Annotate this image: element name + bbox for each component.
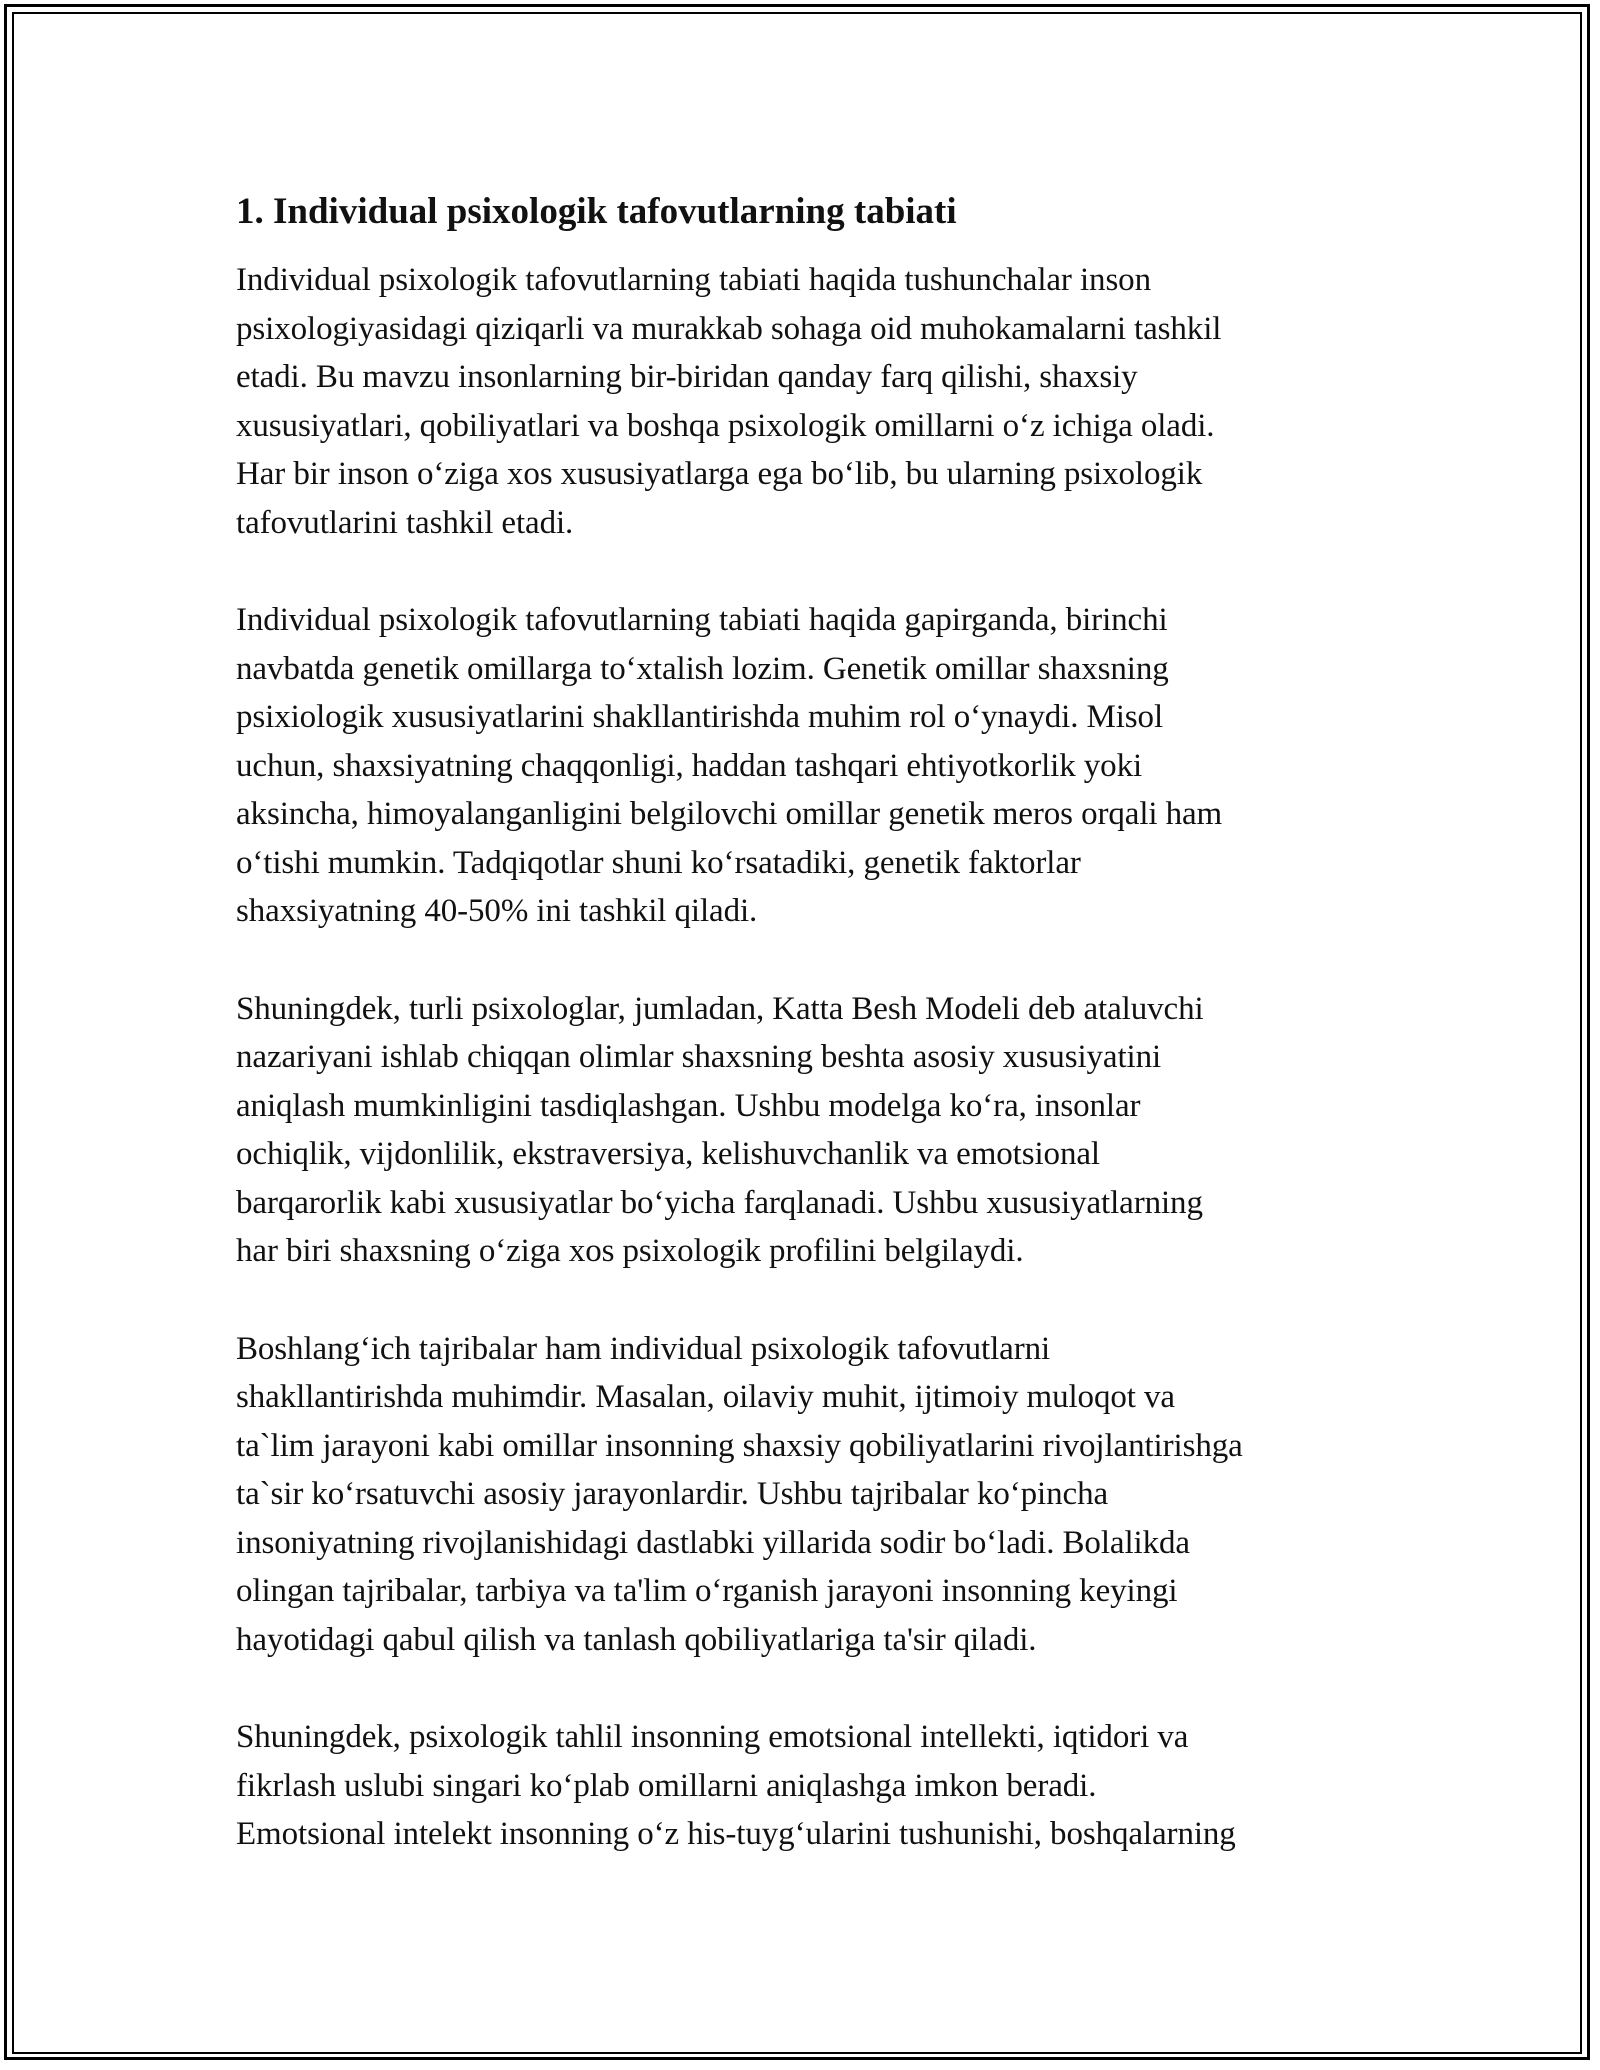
text-line: Individual psixologik tafovutlarning tabiati haqida gapirganda, birinchi — [236, 602, 1168, 638]
text-line: ta`sir ko‘rsatuvchi asosiy jarayonlardir. Ushbu tajribalar ko‘pincha — [236, 1476, 1109, 1512]
text-line: Emotsional intelekt insonning o‘z his-tuyg‘ularini tushunishi, boshqalarning — [236, 1816, 1236, 1852]
text-line: shakllantirishda muhimdir. Masalan, oilaviy muhit, ijtimoiy muloqot va — [236, 1379, 1175, 1415]
text-line: hayotidagi qabul qilish va tanlash qobiliyatlariga ta'sir qiladi. — [236, 1621, 1037, 1658]
text-line: insoniyatning rivojlanishidagi dastlabki yillarida sodir bo‘ladi. Bolalikda — [236, 1524, 1190, 1561]
paragraph-2 — [236, 596, 1376, 936]
text-line: fikrlash uslubi singari ko‘plab omillarni aniqlashga imkon beradi. — [236, 1767, 1097, 1804]
text-line: Shuningdek, turli psixologlar, jumladan, Katta Besh Modeli deb ataluvchi — [236, 990, 1204, 1027]
text-line: etadi. Bu mavzu insonlarning bir-biridan qanday farq qilishi, shaxsiy — [236, 359, 1138, 395]
text-line: navbatda genetik omillarga to‘xtalish lozim. Genetik omillar shaxsning — [236, 650, 1169, 687]
text-line: aksincha, himoyalanganligini belgilovchi omillar genetik meros orqali ham — [236, 796, 1223, 832]
text-line: ochiqlik, vijdonlilik, ekstraversiya, kelishuvchanlik va emotsional — [236, 1136, 1100, 1172]
text-line: Boshlang‘ich tajribalar ham individual psixologik tafovutlarni — [236, 1330, 1051, 1367]
text-line: nazariyani ishlab chiqqan olimlar shaxsning beshta asosiy xususiyatini — [236, 1039, 1162, 1075]
text-line: aniqlash mumkinligini tasdiqlashgan. Ushbu modelga ko‘ra, insonlar — [236, 1087, 1141, 1124]
paragraph-3 — [236, 985, 1376, 1276]
paragraph-5 — [236, 1713, 1376, 1859]
text-line: o‘tishi mumkin. Tadqiqotlar shuni ko‘rsatadiki, genetik faktorlar — [236, 844, 1081, 881]
paragraph-4 — [236, 1325, 1376, 1665]
text-line: Shuningdek, psixologik tahlil insonning emotsional intellekti, iqtidori va — [236, 1719, 1189, 1755]
text-line: psixiologik xususiyatlarini shakllantirishda muhim rol o‘ynaydi. Misol — [236, 699, 1164, 735]
text-line: xususiyatlari, qobiliyatlari va boshqa psixologik omillarni o‘z ichiga oladi. — [236, 407, 1215, 444]
text-line: olingan tajribalar, tarbiya va ta'lim o‘rganish jarayoni insonning keyingi — [236, 1573, 1178, 1609]
text-line: tafovutlarini tashkil etadi. — [236, 504, 574, 541]
text-line: har biri shaxsning o‘ziga xos psixologik profilini belgilaydi. — [236, 1233, 1024, 1269]
text-line: uchun, shaxsiyatning chaqqonligi, haddan tashqari ehtiyotkorlik yoki — [236, 747, 1143, 784]
text-line: psixologiyasidagi qiziqarli va murakkab sohaga oid muhokamalarni tashkil — [236, 310, 1222, 347]
text-line: barqarorlik kabi xususiyatlar bo‘yicha farqlanadi. Ushbu xususiyatlarning — [236, 1184, 1203, 1221]
document-body — [236, 188, 1376, 1908]
section-heading: 1. Individual psixologik tafovutlarning tabiati — [236, 191, 957, 232]
text-line: ta`lim jarayoni kabi omillar insonning shaxsiy qobiliyatlarini rivojlantirishga — [236, 1427, 1243, 1464]
text-line: Individual psixologik tafovutlarning tabiati haqida tushunchalar inson — [236, 262, 1151, 298]
text-line: shaxsiyatning 40-50% ini tashkil qiladi. — [236, 893, 758, 929]
paragraph-1 — [236, 256, 1376, 547]
text-line: Har bir inson o‘ziga xos xususiyatlarga ega bo‘lib, bu ularning psixologik — [236, 456, 1203, 492]
